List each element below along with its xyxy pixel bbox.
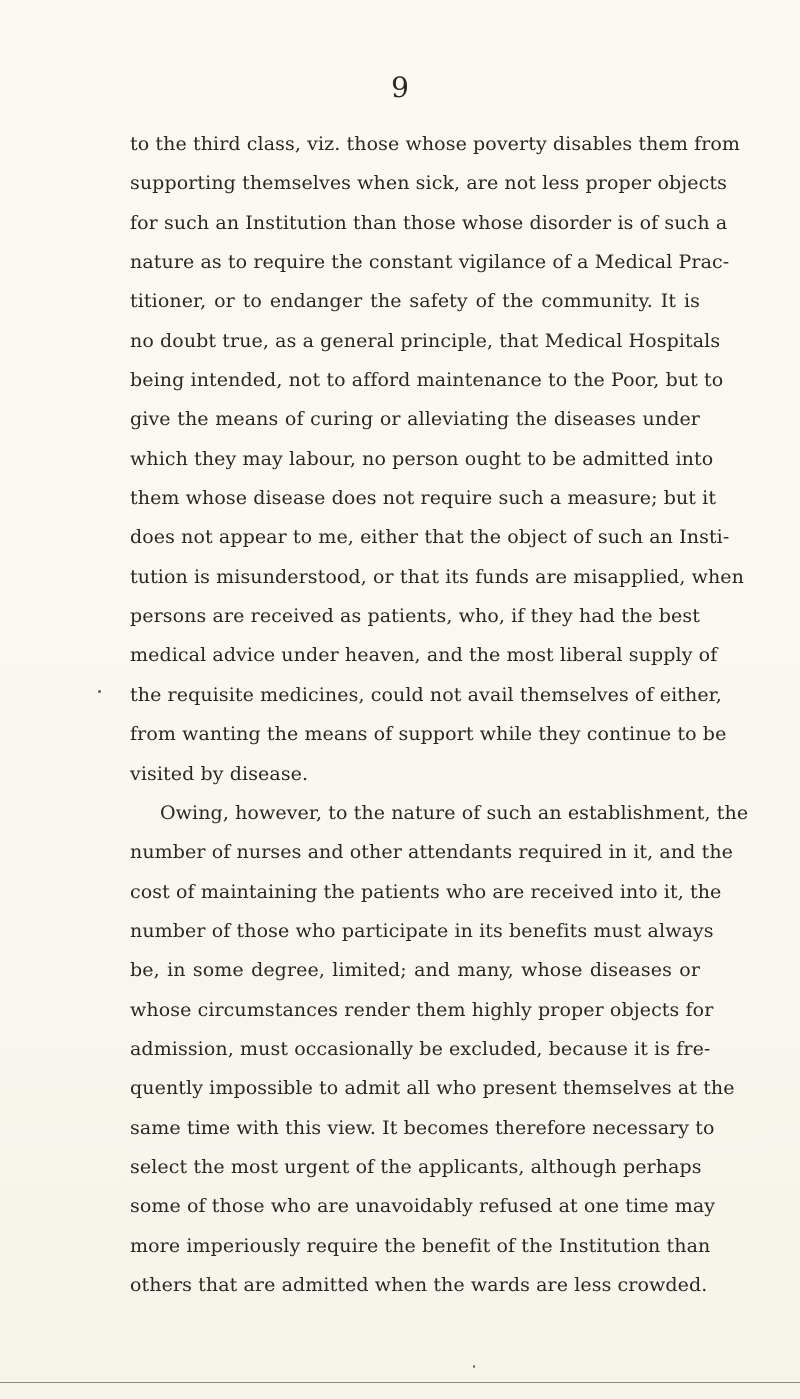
paper-speck — [473, 1365, 475, 1368]
text-line: some of those who are unavoidably refused at one time may — [130, 1195, 716, 1218]
text-line: supporting themselves when sick, are not less proper objects — [130, 172, 727, 195]
text-line: cost of maintaining the patients who are received into it, the — [130, 880, 722, 903]
text-line: persons are received as patients, who, if they had the best — [130, 605, 700, 628]
text-line: whose circumstances render them highly proper objects for — [130, 998, 714, 1021]
paragraph-end-line: visited by disease. — [130, 762, 309, 785]
paragraph-start-line: Owing, however, to the nature of such an establishment, the — [160, 801, 749, 824]
text-line: more imperiously require the benefit of the Institution than — [130, 1234, 711, 1257]
text-line: number of nurses and other attendants required in it, and the — [130, 841, 734, 864]
text-line: quently impossible to admit all who present themselves at the — [130, 1077, 735, 1100]
text-line: select the most urgent of the applicants, although perhaps — [130, 1155, 702, 1178]
text-line: nature as to require the constant vigilance of a Medical Prac- — [130, 251, 730, 274]
text-line: number of those who participate in its benefits must always — [130, 919, 714, 942]
page-number: 9 — [391, 71, 409, 104]
text-line: tution is misunderstood, or that its funds are misapplied, when — [130, 565, 744, 588]
text-line: does not appear to me, either that the object of such an Insti- — [130, 526, 730, 549]
text-line: medical advice under heaven, and the most liberal supply of — [130, 644, 718, 667]
text-line: titioner, or to endanger the safety of the community. It is — [130, 290, 700, 313]
text-line: being intended, not to afford maintenance to the Poor, but to — [130, 369, 724, 392]
text-line: the requisite medicines, could not avail themselves of either, — [130, 683, 722, 706]
text-line: admission, must occasionally be excluded, because it is fre- — [130, 1037, 711, 1060]
body-text — [130, 125, 749, 1305]
paper-speck — [98, 690, 101, 693]
text-line: be, in some degree, limited; and many, whose diseases or — [130, 959, 700, 982]
text-line: them whose disease does not require such a measure; but it — [130, 487, 717, 510]
text-line: same time with this view. It becomes therefore necessary to — [130, 1116, 715, 1139]
text-line: for such an Institution than those whose disorder is of such a — [130, 211, 728, 234]
paragraph-end-line: others that are admitted when the wards are less crowded. — [130, 1273, 708, 1296]
text-line: from wanting the means of support while they continue to be — [130, 723, 727, 746]
text-line: give the means of curing or alleviating the diseases under — [130, 408, 700, 431]
text-line: no doubt true, as a general principle, that Medical Hospitals — [130, 329, 721, 352]
text-line: which they may labour, no person ought to be admitted into — [130, 447, 714, 470]
scan-edge-line — [0, 1382, 800, 1383]
text-line: to the third class, viz. those whose poverty disables them from — [130, 133, 741, 155]
